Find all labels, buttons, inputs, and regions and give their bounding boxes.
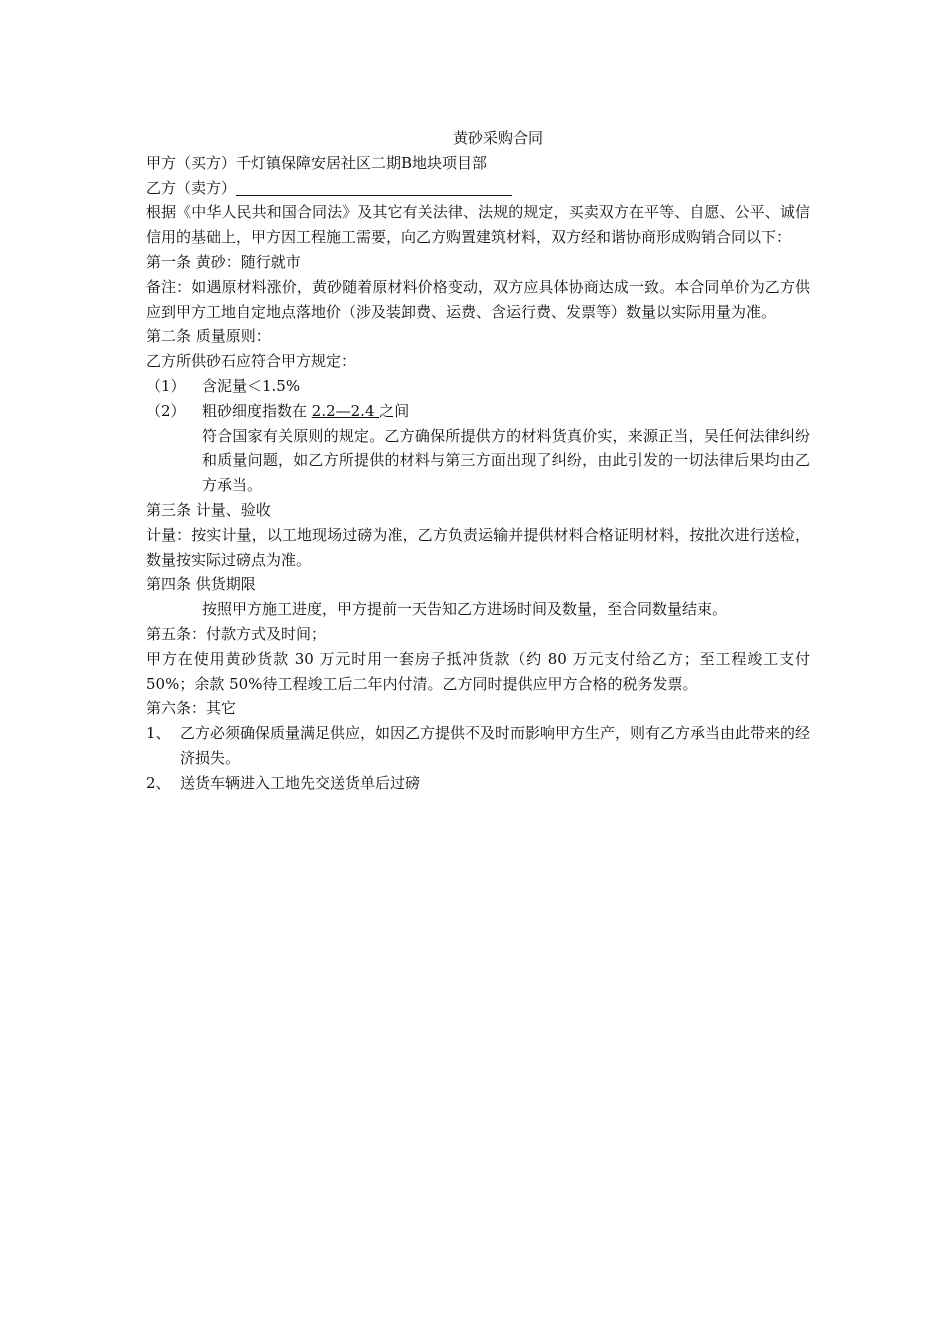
other-item-1 — [146, 721, 810, 771]
party-b-label: 乙方（卖方） — [146, 178, 237, 197]
quality-item-text-before: 粗砂细度指数在 — [202, 401, 312, 420]
article-2-paragraph: 符合国家有关原则的规定。乙方确保所提供方的材料货真价实，来源正当，吴任何法律纠纷和质量问题，如乙方所提供的材料与第三方面出现了纠纷，由此引发的一切法律后果均由乙方承当。 — [202, 426, 810, 495]
article-2-lead: 乙方所供砂石应符合甲方规定： — [146, 352, 357, 371]
other-item-number: 1、 — [146, 724, 171, 743]
document-body — [146, 126, 810, 796]
article-3-heading: 第三条 计量、验收 — [146, 500, 271, 519]
other-item-text: 乙方必须确保质量满足供应，如因乙方提供不及时而影响甲方生产，则有乙方承当由此带来的经济损失。 — [180, 724, 811, 767]
article-1-heading: 第一条 黄砂：随行就市 — [146, 252, 301, 271]
other-item-number: 2、 — [146, 773, 171, 792]
fineness-range: 2.2—2.4 — [311, 401, 380, 420]
party-b — [146, 176, 810, 201]
quality-item-text: 含泥量＜1.5% — [202, 376, 301, 395]
article-5-text: 甲方在使用黄砂货款 30 万元时用一套房子抵冲货款（约 80 万元支付给乙方；至工程竣工支付 50%；余款 50%待工程竣工后二年内付清。乙方同时提供应甲方合格的税务发票。 — [146, 649, 810, 693]
party-b-blank — [236, 178, 512, 196]
article-5-heading: 第五条：付款方式及时间； — [146, 624, 327, 643]
party-a: 甲方（买方）千灯镇保障安居社区二期B地块项目部 — [146, 153, 488, 172]
other-item-text: 送货车辆进入工地先交送货单后过磅 — [180, 773, 421, 792]
article-4-heading: 第四条 供货期限 — [146, 575, 256, 594]
article-4-text: 按照甲方施工进度，甲方提前一天告知乙方进场时间及数量，至合同数量结束。 — [202, 600, 728, 619]
intro-paragraph: 根据《中华人民共和国合同法》及其它有关法律、法规的规定，买卖双方在平等、自愿、公平、诚信信用的基础上，甲方因工程施工需要，向乙方购置建筑材料，双方经和谐协商形成购销合同以下： — [146, 203, 810, 247]
quality-item-text — [202, 399, 409, 424]
article-1-note: 备注：如遇原材料涨价，黄砂随着原材料价格变动，双方应具体协商达成一致。本合同单价为乙方供应到甲方工地自定地点落地价（涉及装卸费、运费、含运行费、发票等）数量以实际用量为准。 — [146, 277, 810, 321]
document-title: 黄砂采购合同 — [452, 129, 543, 147]
quality-item-number: （2） — [146, 401, 186, 420]
article-3-text: 计量：按实计量，以工地现场过磅为准，乙方负责运输并提供材料合格证明材料，按批次进行送检，数量按实际过磅点为准。 — [146, 525, 810, 569]
article-6-heading: 第六条：其它 — [146, 699, 237, 718]
article-2-heading: 第二条 质量原则： — [146, 327, 271, 346]
quality-item-2 — [146, 399, 810, 424]
other-item-2 — [146, 771, 810, 796]
quality-item-number: （1） — [146, 376, 186, 395]
quality-item-text-after: 之间 — [379, 401, 410, 420]
quality-item-1 — [146, 374, 810, 399]
